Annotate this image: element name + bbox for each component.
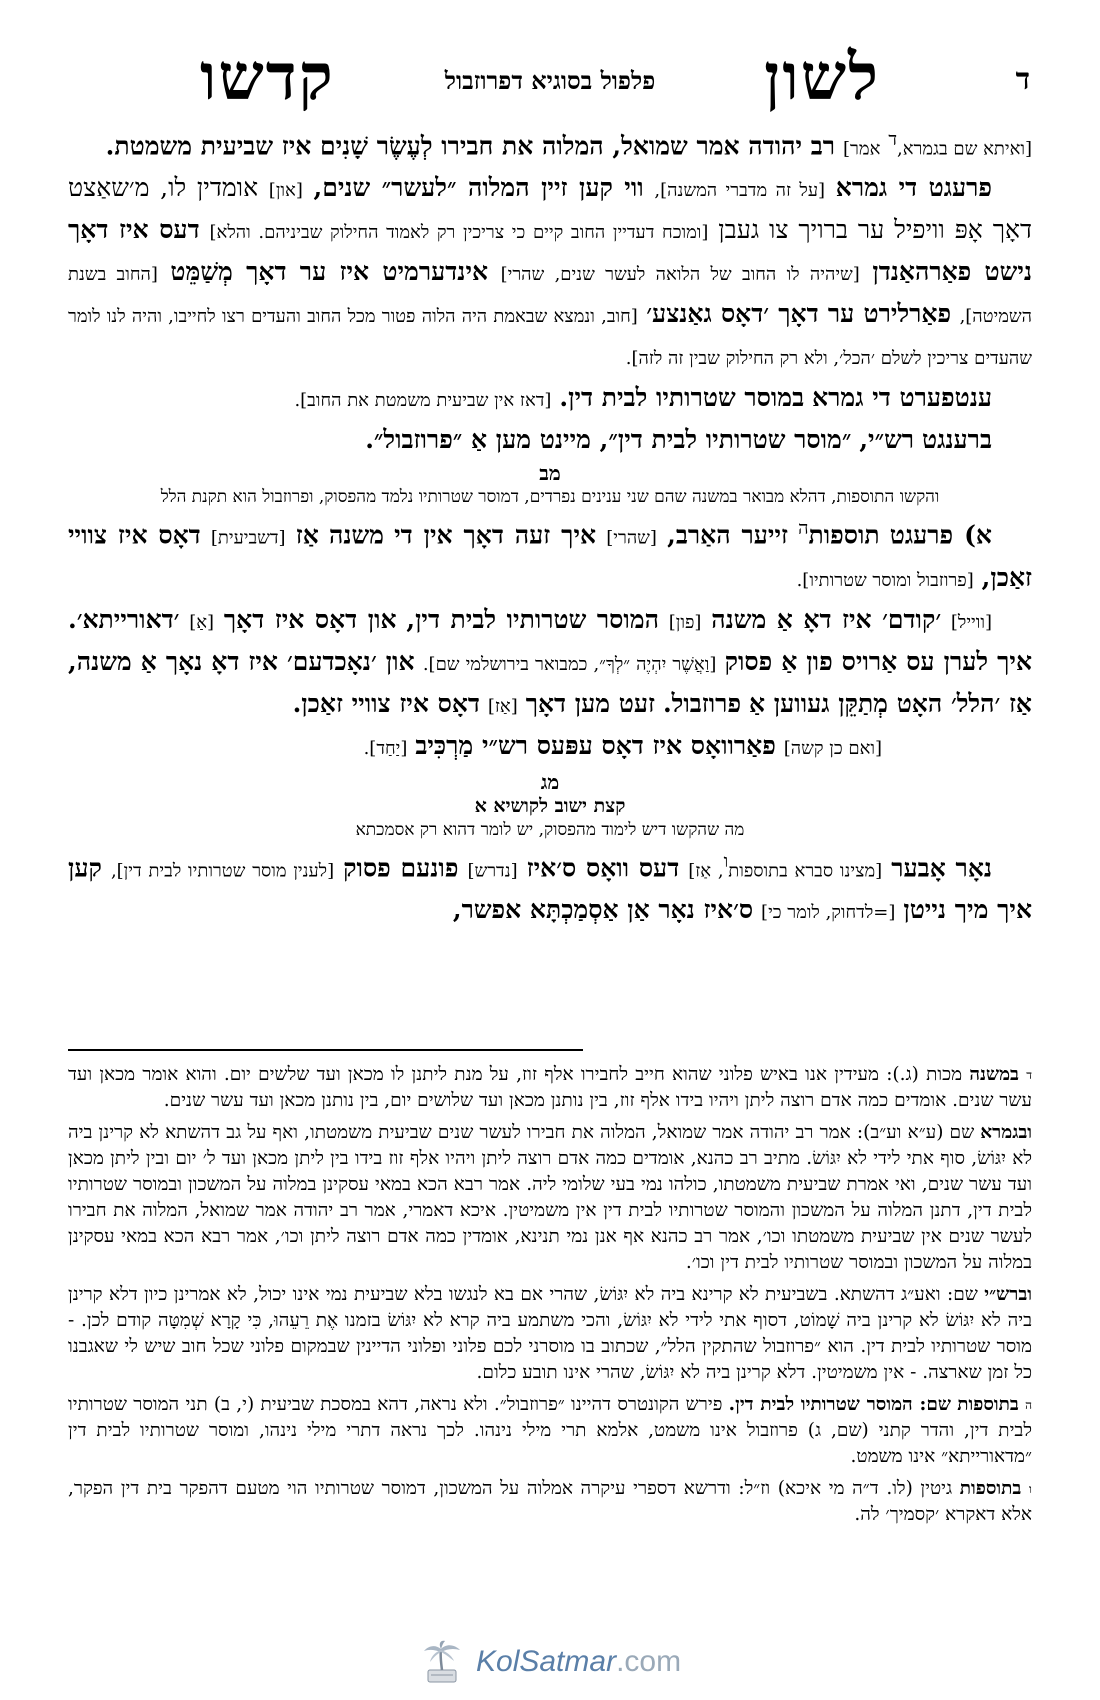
- footnote-divider: [68, 1049, 583, 1051]
- paragraph-6: [ווייל] ׳קודם׳ איז דאָ אַ משנה [פון] המוסר שטרותיו לבית דין, און דאָס איז דאָך [אַ] ׳דאורייתא׳. איך לערן עס אַרויס פון אַ פסוק [וַאֲשֶׁר יִהְיֶה ״לְךָ״, כמבואר בירושלמי שם]. און ׳נאָכדעם׳ איז דאָ נאָך אַ משנה, אַז ׳הלל׳ האָט מְתַקֵּן געווען אַ פרוזבול. זעט מען דאָך [אַז] דאָס איז צוויי זאַכן.: [68, 604, 1032, 718]
- header-subtitle: פלפול בסוגיא דפרוזבול: [444, 66, 656, 95]
- watermark-brand: KolSatmar.com: [476, 1645, 682, 1678]
- paragraph-7: [ואם כן קשה] פאַרוואָס איז דאָס עפּעס רש״י מַרְכִּיב [יַחַד].: [363, 730, 882, 760]
- page-header: [70, 40, 1030, 120]
- footnotes: [68, 1062, 1032, 1534]
- section-summary-mb: והקשו התוספות, דהלא מבואר במשנה שהם שני ענינים נפרדים, דמוסר שטרותיו נלמד מהפסוק, ופרוזבול הוא תקנת הלל: [160, 487, 940, 508]
- footnote-mark: ה: [798, 518, 809, 540]
- palm-tree-logo-icon: [419, 1640, 465, 1684]
- section-number-mg: מג: [540, 769, 560, 794]
- paragraph-1: [ואיתא שם בגמרא,$^ד$ אמר] רב יהודה אמר שמואל, המלוה את חבירו לְעֶשֶׂר שָׁנִים איז שביעית משמטת.: [105, 129, 1032, 161]
- footnote-v: $^ו$ בתוספות גיטין (לו. ד״ה מי איכא) וז״ל: ודרשא דספרי עיקרה אמלוה על המשכון, דמוסר שטרותיו הוי מטעם דהפקר בית דין הפקר, אלא דאקרא ׳קסמיך׳ לה.: [68, 1478, 1032, 1525]
- main-text: [68, 120, 1032, 932]
- paragraph-3: ענטפערט די גמרא במוסר שטרותיו לבית דין. [דאז אין שביעית משמטת את החוב].: [294, 383, 992, 413]
- footnote-d: $^ד$ במשנה מכות (ג.): מעידין אנו באיש פלוני שהוא חייב לחבירו אלף זוז, על מנת ליתנן לו מכאן ועד שלשים יום. והוא אומר מכאן ועד עשר שנים. אומדים כמה אדם רוצה ליתן ויהיו בידו אלף זוז, בין נותנן מכאן ועד שלושים יום, בין נותנן מכאן ועד עשר שנים.: [68, 1064, 1032, 1111]
- page-number: ד: [1015, 62, 1030, 97]
- section-number-mb: מב: [539, 461, 561, 486]
- footnote-mark: ד: [888, 129, 897, 150]
- paragraph-4: ברענגט רש״י, ״מוסר שטרותיו לבית דין״, מיינט מען אַ ״פרוזבול״.: [365, 425, 992, 455]
- footnote-h: $^ה$ בתוספות שם: המוסר שטרותיו לבית דין. פירש הקונטרס דהיינו ״פרוזבול״. ולא נראה, דהא במסכת שביעית (י, ב) תני המוסר שטרותיו לבית דין, והדר קתני (שם, ג) פרוזבול אינו משמט, אלמא תרי מילי נינהו. לכך נראה דתרי מילי נינהו, ומוסר שטרותיו לבית דין ״מדאורייתא״ אינו משמט.: [68, 1394, 1032, 1467]
- section-summary-mg: מה שהקשו דיש לימוד מהפסוק, יש לומר דהוא רק אסמכתא: [355, 819, 745, 840]
- section-title-mg: קצת ישוב לקושיא א: [474, 794, 626, 817]
- header-title-right: לשון: [764, 40, 880, 115]
- footnote-mark: ו: [723, 850, 729, 872]
- watermark: [0, 1640, 1100, 1690]
- footnote-d-gemara: ובגמרא שם (ע״א וע״ב): אמר רב יהודה אמר שמואל, המלוה את חבירו לעשר שנים שביעית משמטתו, ואף על גב דהשתא לא קרינן ביה לא יִגּוֹשׂ, סוף אתי לידי לא יִגּוֹשׂ. מתיב רב כהנא, אומדים כמה אדם רוצה ליתן ויהיו אלף זוז בידו בין ליתן מכאן ועד ל׳ יום ובין ליתן מכאן ועד עשר שנים, ואי אמרת שביעית משמטתו, כולהו נמי בעי שלומי ליה. אמר רבא הכא במאי עסקינן במלוה על המשכון ובמוסר שטרותיו לבית דין, דתנן המלוה על המשכון והמוסר שטרותיו לבית דין אין משמיטין. איכא דאמרי, אמר רב יהודה אמר שמואל, המלוה את חבירו לעשר שנים אין שביעית משמטתו וכו׳, אמר רב כהנא אף אנן נמי תנינא, אומדין כמה אדם רוצה ליתן וכו׳, אמר רבא הכא במאי עסקינן במלוה על המשכון ובמוסר שטרותיו לבית דין וכו׳.: [68, 1122, 1032, 1273]
- paragraph-2: פרעגט די גמרא [על זה מדברי המשנה], ווי קען זיין המלוה ״לעשר״ שנים, [און] אומדין לו, מ׳שאַצט דאָך אָפּ וויפיל ער ברויך צו געבן [ומוכח דעדיין החוב קיים כי צריכין רק לאמוד החילוק שביניהם. והלא] דעס איז דאָך נישט פאַרהאַנדן [שיהיה לו החוב של הלואה לעשר שנים, שהרי] אינדערמיט איז ער דאָך מְשַׁמֵּט [החוב בשנת השמיטה], פאַרלירט ער דאָך ׳דאָס גאַנצע׳ [חוב, ונמצא שבאמת היה הלוה פטור מכל החוב והעדים רצו לחייבו, והיה לנו לומר שהעדים צריכין לשלם ׳הכל׳, ולא רק החילוק שבין זה לזה].: [68, 173, 1033, 370]
- header-title-left: קדשו: [200, 40, 335, 115]
- paragraph-8: נאָר אָבער [מצינו סברא בתוספות$^ו$, אַז] דעס וואָס ס׳איז [נדרש] פונעם פסוק [לענין מוסר שטרותיו לבית דין], קען איך מיך נייטן [=לדחוק, לומר כי] ס׳איז נאָר אַן אַסְמַכְתָּא אפשר,: [68, 850, 1032, 924]
- footnote-d-rashi: וברש״י שם: ואע״ג דהשתא. בשביעית לא קרינא ביה לא יִגּוֹשׂ, שהרי אם בא לנגשו בלא שביעית נמי אינו יכול, לא אמרינן כיון דלא קרינן ביה לא יִגּוֹשׂ לא קרינן ביה שָׁמוֹט, דסוף אתי לידי לא יִגּוֹשׂ, והכי משתמע ביה קרא לא יִגּוֹשׂ בזמנו אֶת רֵעֵהוּ, כִּי קָרָא שְׁמִטָּה קודם לכן. - מוסר שטרותיו לבית דין. הוא ״פרוזבול שהתקין הלל״, שכתוב בו מוסרני לכם פלוני ופלוני הדיינין שבמקום פלוני שכל חוב שיש לי שאגבנו כל זמן שארצה. - אין משמיטין. דלא קרינן ביה לא יִגּוֹשׂ, שהרי אינו תובע כלום.: [68, 1284, 1032, 1383]
- paragraph-5: א) פרעגט תוספות$^ה$ זייער האַרב, [שהרי] איך זעה דאָך אין די משנה אַז [דשביעית] דאָס איז צוויי זאַכן, [פרוזבול ומוסר שטרותיו].: [68, 518, 1032, 592]
